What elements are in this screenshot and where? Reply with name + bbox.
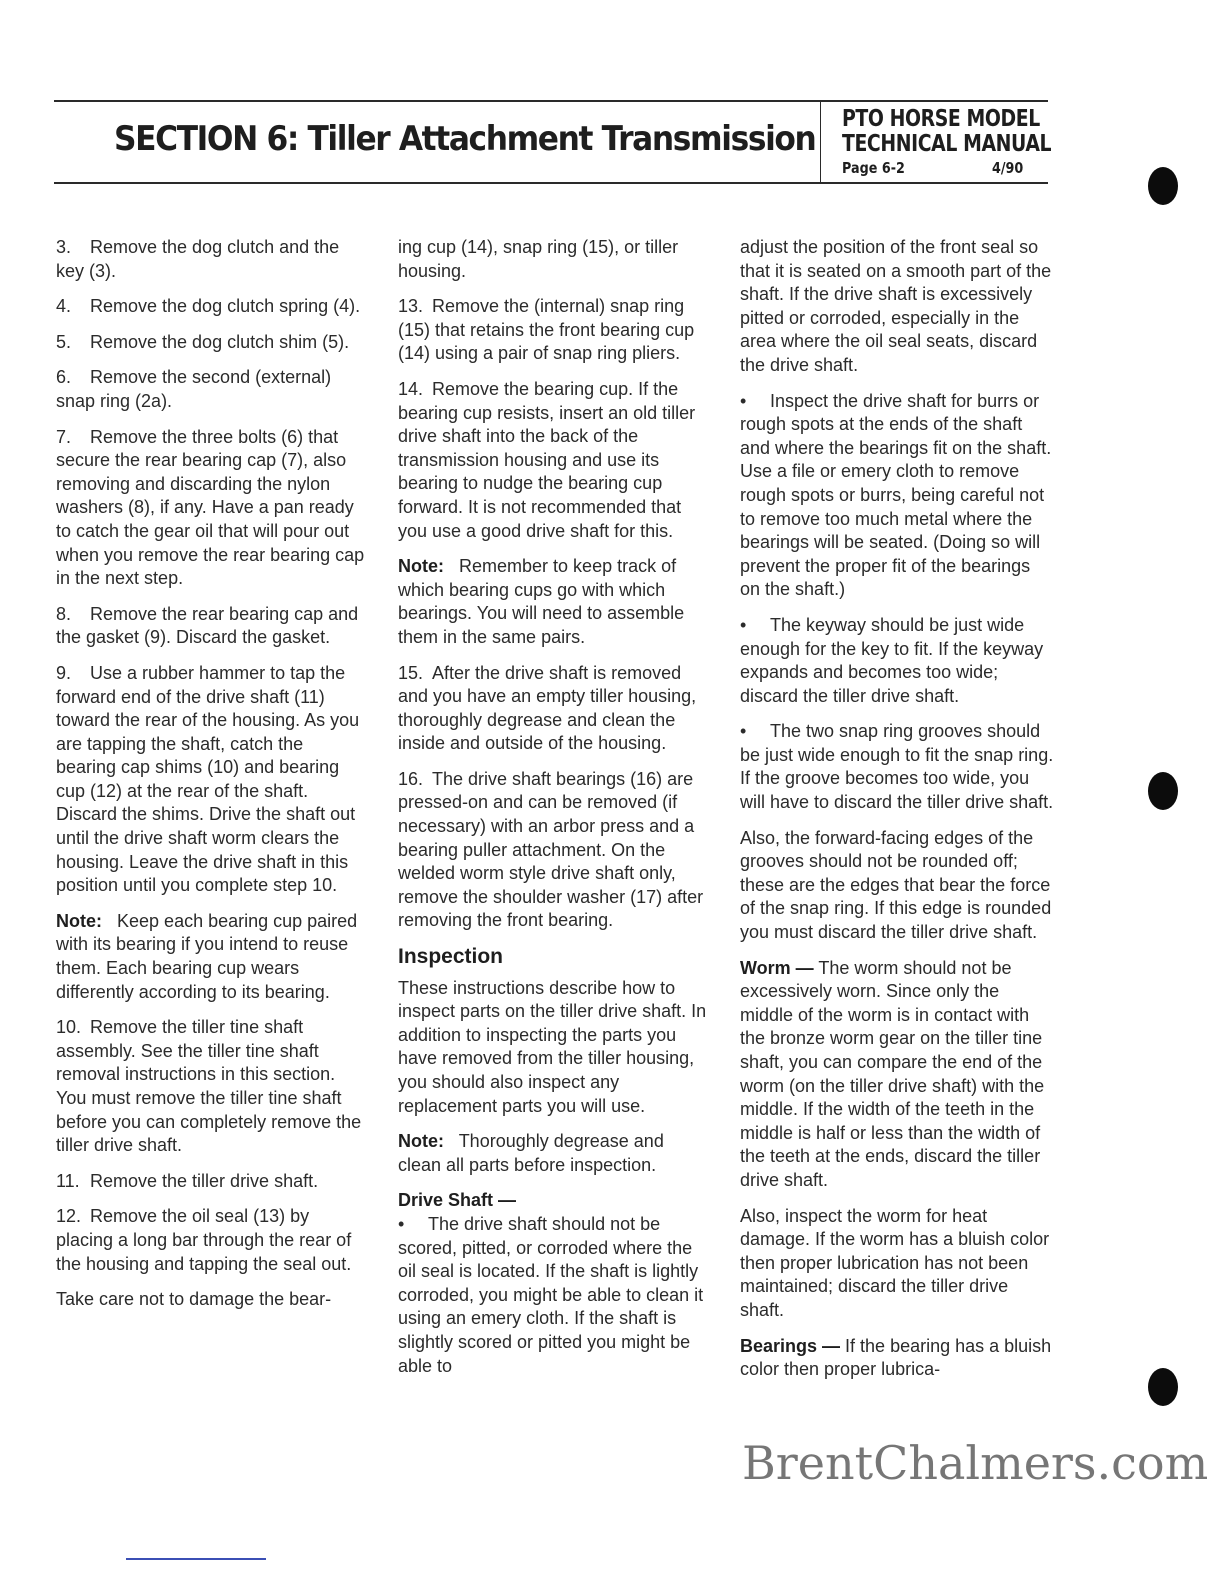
step-11: 11. Remove the tiller drive shaft. — [56, 1170, 319, 1191]
heat-damage-paragraph: Also, inspect the worm for heat damage. If the worm has a bluish color then proper lubrication has not been maintained; discard the tiller drive shaft. — [740, 1205, 1050, 1320]
manual-title: TECHNICAL MANUAL — [842, 131, 1052, 157]
note-pairs: Note: Remember to keep track of which bearing cups go with which bearings. You will need to assemble them in the same pairs. — [398, 556, 685, 647]
worm-paragraph: Worm — The worm should not be excessively worn. Since only the middle of the worm is in contact with the bronze worm gear on the tiller tine shaft, you can compare the end of the worm (on the tiller drive shaft) with the middle. If the width of the teeth in the middle is half or less than the width of the teeth at the ends, discard the tiller drive shaft. — [740, 957, 1045, 1190]
step-3: 3. Remove the dog clutch and the key (3). — [56, 237, 340, 281]
manual-model: PTO HORSE MODEL — [842, 106, 1040, 132]
column-1 — [56, 236, 366, 1324]
step-13: 13. Remove the (internal) snap ring (15) that retains the front bearing cup (14) using a pair of snap ring pliers. — [398, 296, 695, 364]
drive-shaft-bullet-2: • Inspect the drive shaft for burrs or rough spots at the ends of the shaft and where the bearings fit on the shaft. Use a file or emery cloth to remove rough spots or burrs, being careful not to remove too much metal where the bearings will be seated. (Doing so will prevent the proper fit of the bearings on the shaft.) — [740, 390, 1052, 600]
drive-shaft-bullet-3: • The keyway should be just wide enough for the key to fit. If the keyway expands and becomes too wide; discard the tiller drive shaft. — [740, 614, 1044, 706]
step-12: 12. Remove the oil seal (13) by placing a long bar through the rear of the housing and tapping the seal out. — [56, 1206, 352, 1274]
step-7: 7. Remove the three bolts (6) that secure the rear bearing cap (7), also removing and discarding the nylon washers (8), if any. Have a pan ready to catch the gear oil that will pour out when you remove the rear bearing cap in the next step. — [56, 426, 365, 589]
inspection-intro: These instructions describe how to inspect parts on the tiller drive shaft. In addition to inspecting the parts you have removed from the tiller housing, you should also inspect any replacement parts you will use. — [398, 977, 707, 1116]
column-3 — [740, 236, 1054, 1394]
bearings-paragraph: Bearings — If the bearing has a bluish color then proper lubrica- — [740, 1335, 1052, 1380]
header-divider — [820, 100, 821, 184]
step-4: 4. Remove the dog clutch spring (4). — [56, 296, 361, 317]
column-2 — [398, 236, 710, 1390]
note-bearing-cup: Note: Keep each bearing cup paired with its bearing if you intend to reuse them. Each bearing cup wears differently according to its bearing. — [56, 910, 358, 1002]
step-10: 10. Remove the tiller tine shaft assembly. See the tiller tine shaft removal instructions in this section. You must remove the tiller tine shaft before you can completely remove the tiller drive shaft. — [56, 1017, 362, 1156]
step-5: 5. Remove the dog clutch shim (5). — [56, 331, 350, 352]
watermark: BrentChalmers.com — [742, 1436, 1209, 1490]
header-top-rule — [54, 100, 1048, 102]
col1-tail: Take care not to damage the bear- — [56, 1289, 332, 1310]
binder-hole — [1148, 772, 1178, 810]
header-bottom-rule — [54, 182, 1048, 184]
step-8: 8. Remove the rear bearing cap and the gasket (9). Discard the gasket. — [56, 603, 359, 648]
step-9: 9. Use a rubber hammer to tap the forward end of the drive shaft (11) toward the rear of the housing. As you are tapping the shaft, catch the bearing cap shims (10) and bearing cup (12) at the rear of the shaft. Discard the shims. Drive the shaft out until the drive shaft worm clears the housing. Leave the drive shaft in this position until you complete step 10. — [56, 662, 360, 896]
page-info — [842, 159, 1042, 177]
col3-continuation: adjust the position of the front seal so that it is seated on a smooth part of the shaft. If the drive shaft is excessively pitted or corroded, especially in the area where the oil seal seats, discard the drive shaft. — [740, 237, 1052, 375]
drive-shaft-heading: Drive Shaft — — [398, 1190, 517, 1211]
manual-info — [842, 106, 1052, 177]
drive-shaft-bullet-1: • The drive shaft should not be scored, pitted, or corroded where the oil seal is located. If the shaft is lightly corroded, you might be able to clean it using an emery cloth. If the shaft is slightly scored or pitted you might be able to — [398, 1213, 704, 1376]
note-degrease: Note: Thoroughly degrease and clean all parts before inspection. — [398, 1131, 664, 1175]
step-14: 14. Remove the bearing cup. If the bearing cup resists, insert an old tiller drive shaft into the back of the transmission housing and use its bearing to nudge the bearing cup forward. It is not recommended that you use a good drive shaft for this. — [398, 378, 696, 541]
binder-hole — [1148, 167, 1178, 205]
step-15: 15. After the drive shaft is removed and you have an empty tiller housing, thoroughly degrease and clean the inside and outside of the housing. — [398, 662, 697, 754]
col2-continuation: ing cup (14), snap ring (15), or tiller housing. — [398, 237, 679, 281]
grooves-note: Also, the forward-facing edges of the grooves should not be rounded off; these are the edges that bear the force of the snap ring. If this edge is rounded you must discard the tiller drive shaft. — [740, 827, 1052, 943]
drive-shaft-bullet-4: • The two snap ring grooves should be just wide enough to fit the snap ring. If the groove becomes too wide, you will have to discard the tiller drive shaft. — [740, 721, 1054, 813]
page-date: 4/90 — [992, 159, 1024, 177]
section-title: SECTION 6: Tiller Attachment Transmission — [114, 119, 816, 159]
inspection-heading: Inspection — [398, 945, 504, 969]
step-16: 16. The drive shaft bearings (16) are pressed-on and can be removed (if necessary) with an arbor press and a bearing puller attachment. On the welded worm style drive shaft only, remove the shoulder washer (17) after removing the front bearing. — [398, 768, 704, 931]
binder-hole — [1148, 1368, 1178, 1406]
scan-mark — [126, 1558, 266, 1560]
step-6: 6. Remove the second (external) snap ring (2a). — [56, 367, 332, 411]
page-number: Page 6-2 — [842, 159, 905, 177]
